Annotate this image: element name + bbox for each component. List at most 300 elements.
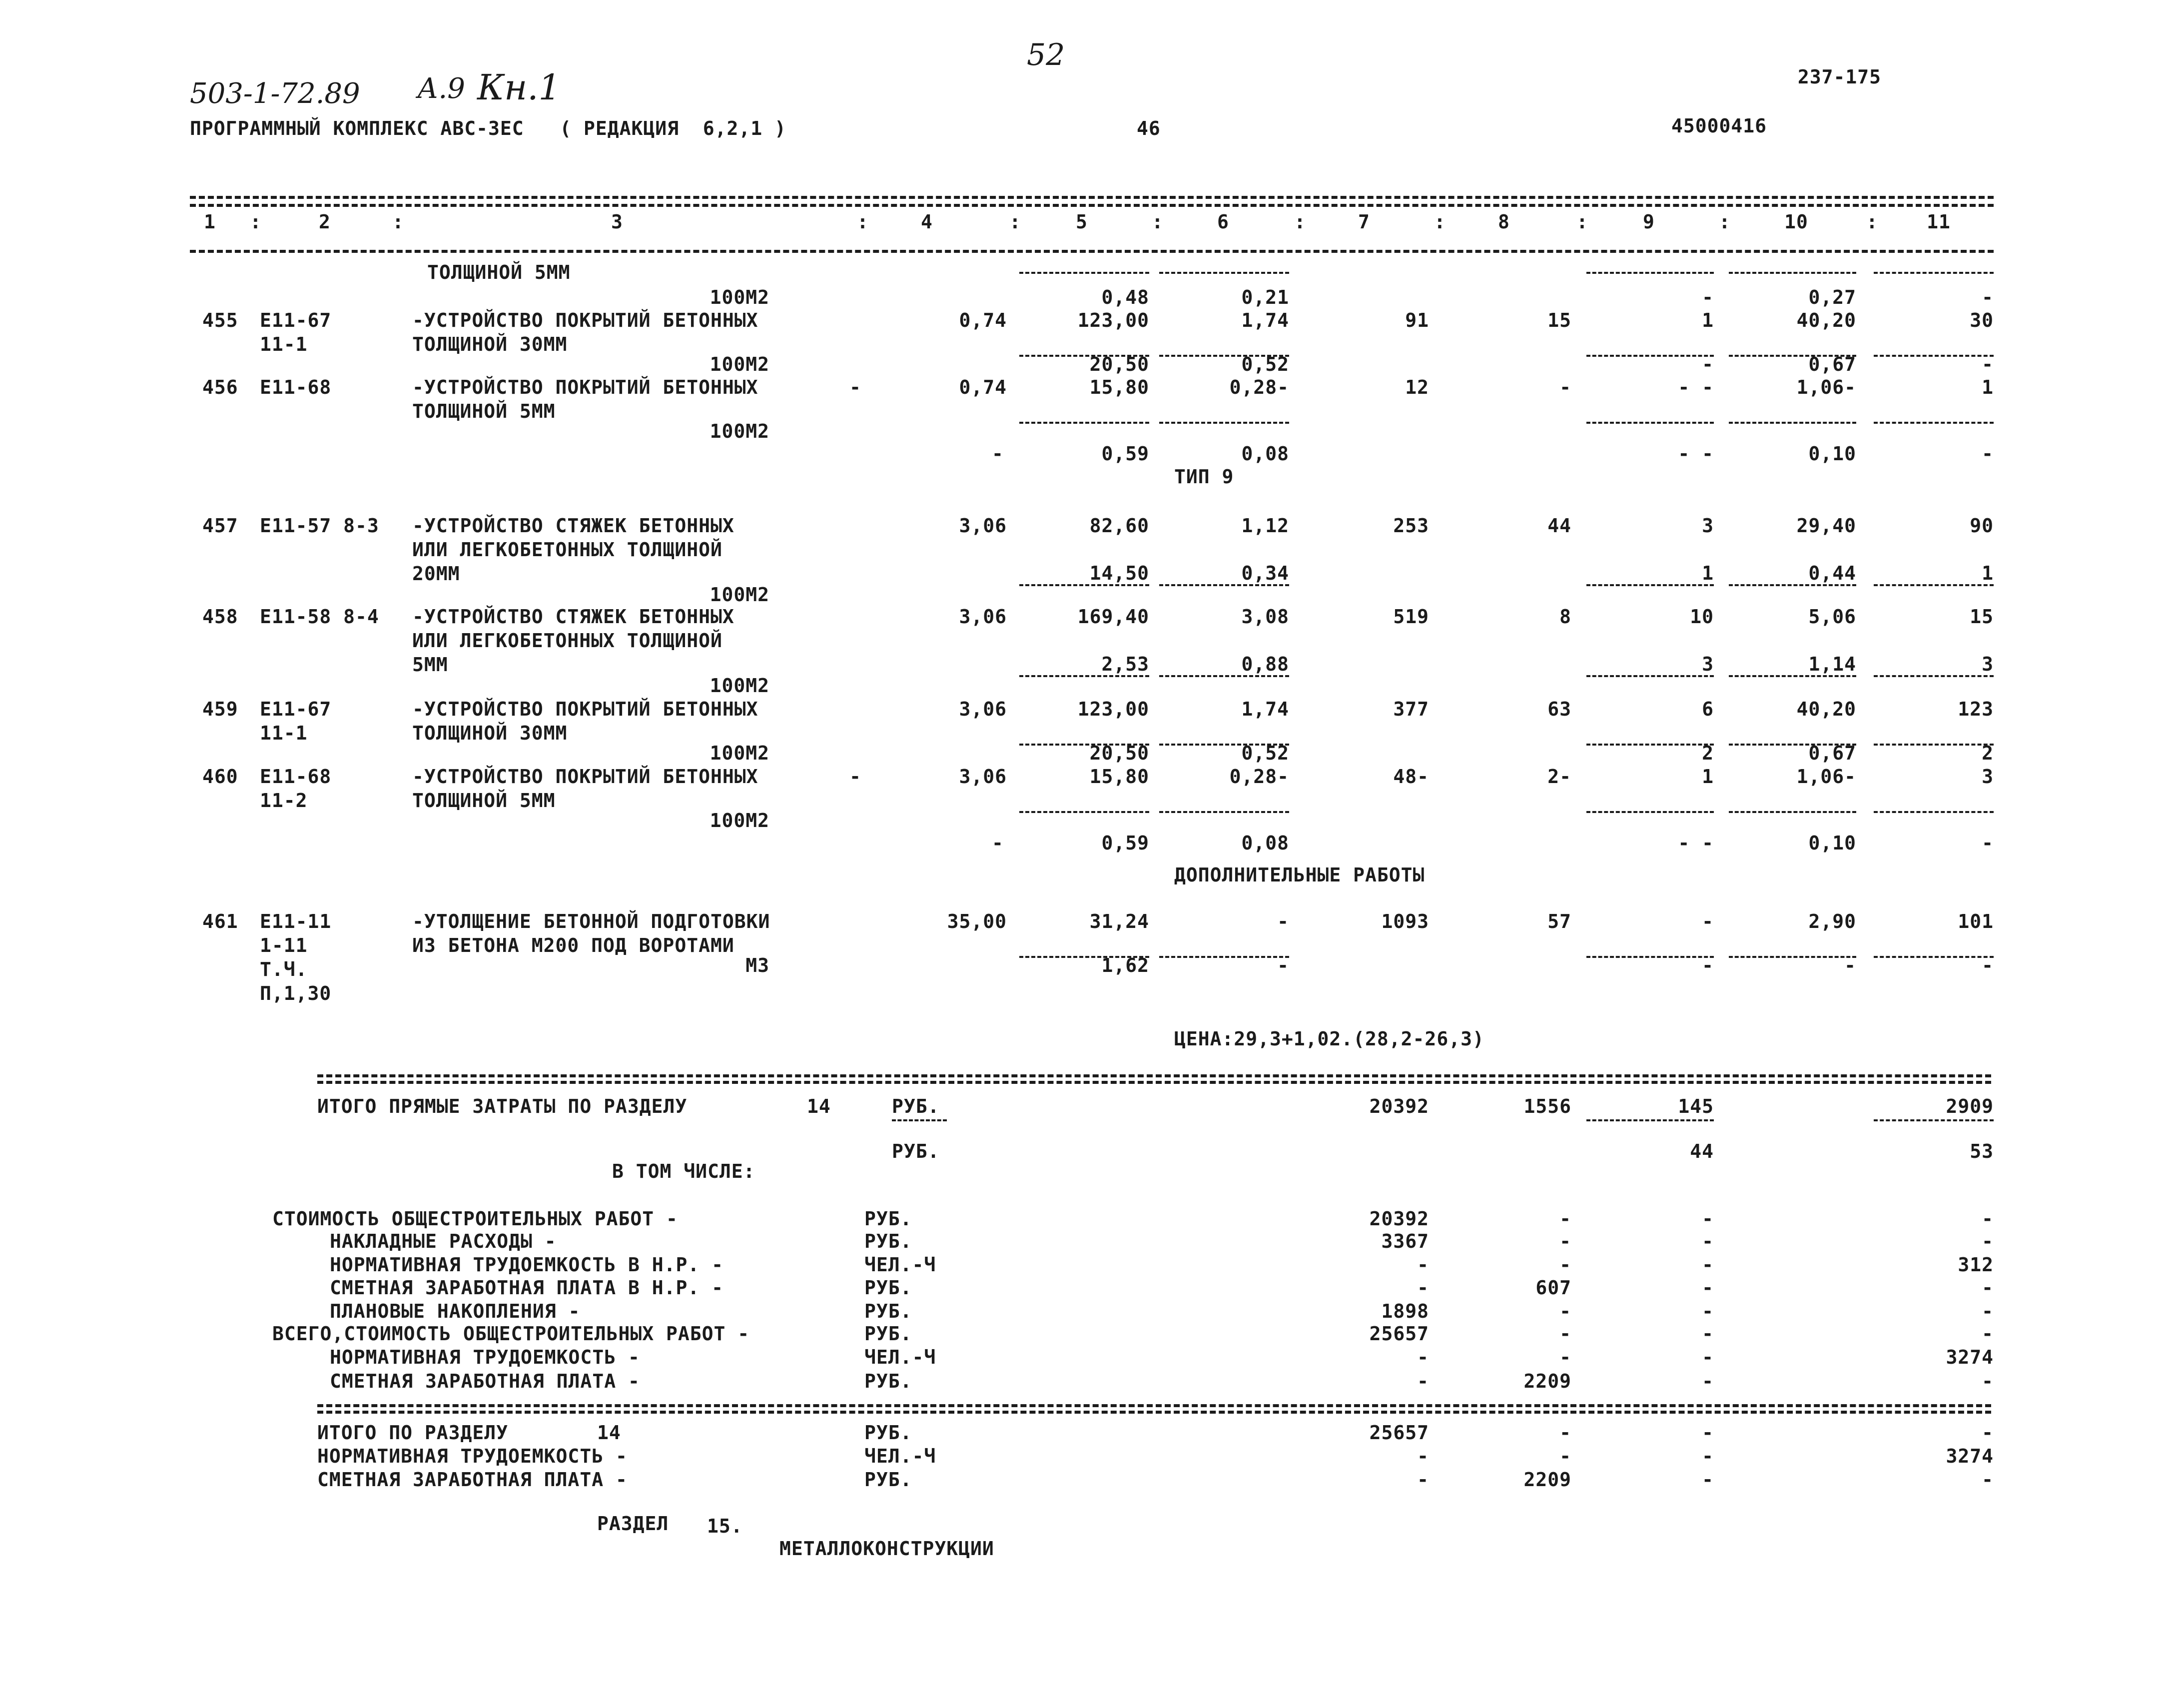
column-header-11: 11: [1927, 211, 1951, 233]
total-c9: -: [1702, 1422, 1714, 1444]
row-c5: 15,80: [1089, 376, 1149, 398]
total-c9: -: [1702, 1445, 1714, 1467]
row-c5: 123,00: [1077, 698, 1149, 720]
total-c9: -: [1702, 1469, 1714, 1491]
summary-line-unit: РУБ.: [864, 1277, 912, 1299]
summary-direct-c7: 20392: [1369, 1095, 1429, 1117]
total-c11: -: [1982, 1422, 1994, 1444]
row-code: 11-1: [260, 333, 308, 355]
row-sub-s11: 2: [1982, 742, 1994, 764]
row-c10: 1,06-: [1796, 376, 1856, 398]
row-underline-c5: [1019, 584, 1149, 586]
row-description: -УТОЛЩЕНИЕ БЕТОННОЙ ПОДГОТОВКИ: [412, 910, 770, 932]
summary-line-c8: -: [1559, 1208, 1571, 1230]
row-description: ТОЛЩИНОЙ 5ММ: [412, 400, 556, 422]
column-separator: :: [857, 211, 869, 233]
row-sub-s10: 0,10: [1808, 832, 1856, 854]
row-code: 11-1: [260, 722, 308, 744]
row-c11: 90: [1970, 515, 1994, 537]
summary-line-c7: -: [1417, 1277, 1429, 1299]
summary-direct-c9: 145: [1678, 1095, 1714, 1117]
summary-line-c11: 312: [1958, 1254, 1994, 1276]
row-c11: 123: [1958, 698, 1994, 720]
row-description: -УСТРОЙСТВО ПОКРЫТИЙ БЕТОННЫХ: [412, 376, 758, 398]
summary-line-label: НОРМАТИВНАЯ ТРУДОЕМКОСТЬ В Н.Р. -: [330, 1254, 724, 1276]
row-underline-c9: [1586, 422, 1714, 424]
row-c8: 44: [1547, 515, 1571, 537]
summary-c9-underline: [1586, 1119, 1714, 1121]
summary-line-c11: -: [1982, 1300, 1994, 1322]
row-description: ТОЛЩИНОЙ 30ММ: [412, 333, 568, 355]
summary-line-unit: РУБ.: [864, 1230, 912, 1252]
row-description: -УСТРОЙСТВО ПОКРЫТИЙ БЕТОННЫХ: [412, 766, 758, 788]
row-code: 1-11: [260, 934, 308, 956]
column-header-9: 9: [1643, 211, 1655, 233]
row-sub-s9: 2: [1702, 742, 1714, 764]
top-underline-c9: [1586, 272, 1714, 274]
row-c10: 40,20: [1796, 698, 1856, 720]
row-c8: 63: [1547, 698, 1571, 720]
row-unit: 100М2: [710, 675, 769, 697]
row-description: ТОЛЩИНОЙ 30ММ: [412, 722, 568, 744]
summary-line-c7: -: [1417, 1370, 1429, 1392]
summary-line-unit: РУБ.: [864, 1323, 912, 1345]
summary-sub-c9: 44: [1690, 1140, 1714, 1162]
top-c10: 0,27: [1808, 286, 1856, 308]
row-sub-s9: - -: [1678, 832, 1714, 854]
summary-line-c8: -: [1559, 1346, 1571, 1368]
row-description: -УСТРОЙСТВО СТЯЖЕК БЕТОННЫХ: [412, 515, 734, 537]
row-sign: -: [849, 376, 861, 398]
row-code: 11-2: [260, 790, 308, 812]
summary-line-c11: -: [1982, 1370, 1994, 1392]
row-c11: 3: [1982, 766, 1994, 788]
total-c8: -: [1559, 1422, 1571, 1444]
total-c11: -: [1982, 1469, 1994, 1491]
row-c5: 31,24: [1089, 910, 1149, 932]
row-sub-s10: 0,67: [1808, 353, 1856, 375]
row-underline-c5: [1019, 811, 1149, 813]
row-unit: 100М2: [710, 810, 769, 832]
heading-type-9: ТИП 9: [1174, 466, 1234, 488]
summary-line-c9: -: [1702, 1208, 1714, 1230]
summary-line-c9: -: [1702, 1277, 1714, 1299]
summary-sub-unit: РУБ.: [892, 1140, 940, 1162]
row-quantity: 35,00: [947, 910, 1007, 932]
summary-top-rule: [317, 1081, 1991, 1084]
summary-line-c9: -: [1702, 1300, 1714, 1322]
top-description: ТОЛЩИНОЙ 5ММ: [427, 261, 571, 283]
row-underline-c10: [1729, 811, 1856, 813]
summary-line-c7: 25657: [1369, 1323, 1429, 1345]
row-underline-c9: [1586, 584, 1714, 586]
summary-line-label: ВСЕГО,СТОИМОСТЬ ОБЩЕСТРОИТЕЛЬНЫХ РАБОТ -: [272, 1323, 750, 1345]
top-c9: -: [1702, 286, 1714, 308]
top-underline-c11: [1874, 272, 1994, 274]
summary-unit-underline: [892, 1119, 947, 1121]
column-header-10: 10: [1784, 211, 1808, 233]
row-c7: 12: [1405, 376, 1429, 398]
row-c11: 1: [1982, 376, 1994, 398]
row-description: ИЛИ ЛЕГКОБЕТОННЫХ ТОЛЩИНОЙ: [412, 630, 723, 652]
row-description: -УСТРОЙСТВО СТЯЖЕК БЕТОННЫХ: [412, 606, 734, 628]
top-underline-c10: [1729, 272, 1856, 274]
summary-line-c11: 3274: [1946, 1346, 1994, 1368]
total-unit: ЧЕЛ.-Ч: [864, 1445, 936, 1467]
row-sub-s6: 0,08: [1241, 832, 1289, 854]
summary-direct-c11: 2909: [1946, 1095, 1994, 1117]
summary-c11-underline: [1874, 1119, 1994, 1121]
row-code: Т.Ч.: [260, 958, 308, 980]
column-separator: :: [392, 211, 404, 233]
row-sub-s10: 0,10: [1808, 443, 1856, 465]
column-header-5: 5: [1076, 211, 1088, 233]
row-sub-s11: 3: [1982, 653, 1994, 675]
row-underline-c9: [1586, 355, 1714, 357]
summary-line-c9: -: [1702, 1323, 1714, 1345]
table-top-rule: [190, 204, 1994, 207]
summary-line-c8: -: [1559, 1300, 1571, 1322]
summary-line-label: СМЕТНАЯ ЗАРАБОТНАЯ ПЛАТА В Н.Р. -: [330, 1277, 724, 1299]
summary-direct-section: 14: [807, 1095, 831, 1117]
top-underline-c5: [1019, 272, 1149, 274]
row-sub-s5: 0,59: [1101, 832, 1149, 854]
row-code: П,1,30: [260, 982, 332, 1004]
summary-line-c7: -: [1417, 1254, 1429, 1276]
row-underline-c11: [1874, 584, 1994, 586]
totals-top-rule: [317, 1411, 1991, 1414]
summary-direct-unit: РУБ.: [892, 1095, 940, 1117]
summary-line-c7: 3367: [1381, 1230, 1429, 1252]
row-underline-c6: [1159, 422, 1289, 424]
row-c5: 123,00: [1077, 309, 1149, 331]
row-sub-s6: -: [1277, 954, 1289, 976]
summary-line-c7: 20392: [1369, 1208, 1429, 1230]
row-c11: 101: [1958, 910, 1994, 932]
row-code: Е11-67: [260, 309, 332, 331]
summary-line-unit: РУБ.: [864, 1208, 912, 1230]
row-c7: 377: [1393, 698, 1429, 720]
row-quantity: 0,74: [959, 376, 1007, 398]
summary-line-label: ПЛАНОВЫЕ НАКОПЛЕНИЯ -: [330, 1300, 581, 1322]
column-separator: :: [250, 211, 262, 233]
row-sub-s10: 0,67: [1808, 742, 1856, 764]
row-code: Е11-58 8-4: [260, 606, 379, 628]
summary-line-label: СТОИМОСТЬ ОБЩЕСТРОИТЕЛЬНЫХ РАБОТ -: [272, 1208, 678, 1230]
summary-line-c9: -: [1702, 1254, 1714, 1276]
row-underline-c6: [1159, 675, 1289, 677]
row-c9: 3: [1702, 515, 1714, 537]
summary-line-c11: -: [1982, 1208, 1994, 1230]
row-underline-c6: [1159, 956, 1289, 958]
summary-line-unit: РУБ.: [864, 1300, 912, 1322]
top-c5: 0,48: [1101, 286, 1149, 308]
total-label: НОРМАТИВНАЯ ТРУДОЕМКОСТЬ -: [317, 1445, 628, 1467]
row-c9: - -: [1678, 376, 1714, 398]
row-underline-c11: [1874, 811, 1994, 813]
row-sub-s6: 0,34: [1241, 562, 1289, 584]
column-header-rule: [190, 250, 1994, 253]
row-number: 456: [202, 376, 238, 398]
row-underline-c11: [1874, 422, 1994, 424]
row-sub-s10: 0,44: [1808, 562, 1856, 584]
row-quantity: 3,06: [959, 606, 1007, 628]
column-separator: :: [1294, 211, 1306, 233]
row-c8: 15: [1547, 309, 1571, 331]
row-sub-s5: 1,62: [1101, 954, 1149, 976]
row-sub-s10: -: [1844, 954, 1856, 976]
column-separator: :: [1434, 211, 1446, 233]
summary-line-c8: -: [1559, 1230, 1571, 1252]
summary-line-c11: -: [1982, 1323, 1994, 1345]
row-number: 461: [202, 910, 238, 932]
row-c5: 82,60: [1089, 515, 1149, 537]
row-c7: 48-: [1393, 766, 1429, 788]
row-unit: М3: [745, 954, 769, 976]
row-sub-s11: -: [1982, 353, 1994, 375]
row-description: -УСТРОЙСТВО ПОКРЫТИЙ БЕТОННЫХ: [412, 698, 758, 720]
row-code: Е11-68: [260, 376, 332, 398]
summary-line-c9: -: [1702, 1230, 1714, 1252]
row-sub-s5: 20,50: [1089, 353, 1149, 375]
summary-line-unit: РУБ.: [864, 1370, 912, 1392]
row-unit-dash: -: [992, 443, 1004, 465]
row-quantity: 3,06: [959, 698, 1007, 720]
row-c10: 40,20: [1796, 309, 1856, 331]
total-c8: 2209: [1523, 1469, 1571, 1491]
total-unit: РУБ.: [864, 1469, 912, 1491]
page-number: 52: [1027, 37, 1065, 72]
row-sub-s11: -: [1982, 443, 1994, 465]
row-unit: 100М2: [710, 353, 769, 375]
row-c8: 2-: [1547, 766, 1571, 788]
row-c11: 30: [1970, 309, 1994, 331]
document-number: 45000416: [1671, 115, 1767, 137]
book-label: Кн.1: [477, 67, 561, 108]
next-section-label: РАЗДЕЛ: [597, 1513, 669, 1535]
row-c8: 57: [1547, 910, 1571, 932]
summary-line-c8: 607: [1535, 1277, 1571, 1299]
top-c11: -: [1982, 286, 1994, 308]
summary-sub-c11: 53: [1970, 1140, 1994, 1162]
row-sub-s9: 1: [1702, 562, 1714, 584]
project-code: 503-1-72.89: [190, 77, 360, 110]
column-separator: :: [1009, 211, 1021, 233]
row-c10: 5,06: [1808, 606, 1856, 628]
heading-price-formula: ЦЕНА:29,3+1,02.(28,2-26,3): [1174, 1028, 1484, 1050]
row-underline-c5: [1019, 675, 1149, 677]
summary-line-c9: -: [1702, 1346, 1714, 1368]
row-underline-c11: [1874, 355, 1994, 357]
summary-direct-label: ИТОГО ПРЯМЫЕ ЗАТРАТЫ ПО РАЗДЕЛУ: [317, 1095, 688, 1117]
row-underline-c10: [1729, 675, 1856, 677]
column-header-2: 2: [319, 211, 331, 233]
summary-line-c11: -: [1982, 1277, 1994, 1299]
summary-line-c8: -: [1559, 1254, 1571, 1276]
row-c6: -: [1277, 910, 1289, 932]
row-c11: 15: [1970, 606, 1994, 628]
row-underline-c10: [1729, 956, 1856, 958]
row-sub-s9: -: [1702, 954, 1714, 976]
summary-line-c7: 1898: [1381, 1300, 1429, 1322]
column-header-7: 7: [1358, 211, 1370, 233]
row-unit-dash: -: [992, 832, 1004, 854]
summary-line-unit: ЧЕЛ.-Ч: [864, 1254, 936, 1276]
total-unit: РУБ.: [864, 1422, 912, 1444]
row-description: -УСТРОЙСТВО ПОКРЫТИЙ БЕТОННЫХ: [412, 309, 758, 331]
row-description: ИЛИ ЛЕГКОБЕТОННЫХ ТОЛЩИНОЙ: [412, 539, 723, 561]
totals-top-rule: [317, 1404, 1991, 1407]
row-underline-c9: [1586, 675, 1714, 677]
row-underline-c6: [1159, 811, 1289, 813]
total-c7: -: [1417, 1445, 1429, 1467]
row-sub-s6: 0,08: [1241, 443, 1289, 465]
row-number: 459: [202, 698, 238, 720]
next-section-number: 15.: [707, 1515, 743, 1537]
stamp-number: 237-175: [1797, 66, 1881, 88]
total-c11: 3274: [1946, 1445, 1994, 1467]
row-code: Е11-67: [260, 698, 332, 720]
row-sub-s5: 2,53: [1101, 653, 1149, 675]
row-sub-s11: -: [1982, 954, 1994, 976]
row-number: 457: [202, 515, 238, 537]
row-sign: -: [849, 766, 861, 788]
column-separator: :: [1152, 211, 1164, 233]
row-c6: 3,08: [1241, 606, 1289, 628]
row-c7: 519: [1393, 606, 1429, 628]
summary-line-c11: -: [1982, 1230, 1994, 1252]
row-c7: 253: [1393, 515, 1429, 537]
total-c8: -: [1559, 1445, 1571, 1467]
summary-line-c7: -: [1417, 1346, 1429, 1368]
row-c10: 1,06-: [1796, 766, 1856, 788]
row-c6: 1,74: [1241, 309, 1289, 331]
row-number: 455: [202, 309, 238, 331]
table-top-rule: [190, 196, 1994, 199]
row-underline-c9: [1586, 811, 1714, 813]
summary-line-c8: -: [1559, 1323, 1571, 1345]
row-sub-s6: 0,52: [1241, 742, 1289, 764]
row-c6: 0,28-: [1229, 766, 1289, 788]
row-number: 458: [202, 606, 238, 628]
row-quantity: 3,06: [959, 766, 1007, 788]
total-label: СМЕТНАЯ ЗАРАБОТНАЯ ПЛАТА -: [317, 1469, 628, 1491]
column-header-6: 6: [1217, 211, 1229, 233]
column-header-1: 1: [204, 211, 216, 233]
row-underline-c10: [1729, 422, 1856, 424]
column-separator: :: [1719, 211, 1731, 233]
row-sub-s10: 1,14: [1808, 653, 1856, 675]
row-c8: 8: [1559, 606, 1571, 628]
summary-line-label: НОРМАТИВНАЯ ТРУДОЕМКОСТЬ -: [330, 1346, 640, 1368]
row-quantity: 0,74: [959, 309, 1007, 331]
row-c5: 169,40: [1077, 606, 1149, 628]
row-c6: 0,28-: [1229, 376, 1289, 398]
summary-line-label: СМЕТНАЯ ЗАРАБОТНАЯ ПЛАТА -: [330, 1370, 640, 1392]
row-underline-c9: [1586, 956, 1714, 958]
column-separator: :: [1866, 211, 1878, 233]
column-header-8: 8: [1498, 211, 1510, 233]
row-sub-s5: 14,50: [1089, 562, 1149, 584]
total-c7: -: [1417, 1469, 1429, 1491]
row-underline-c9: [1586, 744, 1714, 746]
row-description: ИЗ БЕТОНА М200 ПОД ВОРОТАМИ: [412, 934, 734, 956]
row-c7: 91: [1405, 309, 1429, 331]
top-c6: 0,21: [1241, 286, 1289, 308]
row-description: 5ММ: [412, 654, 448, 676]
row-c6: 1,74: [1241, 698, 1289, 720]
album-label: А.9: [417, 72, 465, 105]
summary-top-rule: [317, 1074, 1991, 1077]
row-c10: 2,90: [1808, 910, 1856, 932]
row-sub-s11: 1: [1982, 562, 1994, 584]
summary-including: В ТОМ ЧИСЛЕ:: [612, 1160, 755, 1182]
row-unit: 100М2: [710, 420, 769, 442]
summary-direct-c8: 1556: [1523, 1095, 1571, 1117]
row-c9: -: [1702, 910, 1714, 932]
sheet-number: 46: [1137, 117, 1161, 139]
row-sub-s11: -: [1982, 832, 1994, 854]
summary-line-label: НАКЛАДНЫЕ РАСХОДЫ -: [330, 1230, 557, 1252]
row-sub-s9: - -: [1678, 443, 1714, 465]
top-underline-c6: [1159, 272, 1289, 274]
heading-additional-works: ДОПОЛНИТЕЛЬНЫЕ РАБОТЫ: [1174, 864, 1425, 886]
column-header-3: 3: [611, 211, 623, 233]
row-underline-c11: [1874, 956, 1994, 958]
row-c6: 1,12: [1241, 515, 1289, 537]
row-code: Е11-11: [260, 910, 332, 932]
program-title: ПРОГРАММНЫЙ КОМПЛЕКС АВС-ЗЕС ( РЕДАКЦИЯ 6,2,1 ): [190, 117, 786, 139]
row-c7: 1093: [1381, 910, 1429, 932]
row-underline-c11: [1874, 675, 1994, 677]
row-underline-c11: [1874, 744, 1994, 746]
column-header-4: 4: [921, 211, 933, 233]
row-unit: 100М2: [710, 584, 769, 606]
row-c9: 1: [1702, 766, 1714, 788]
summary-line-c9: -: [1702, 1370, 1714, 1392]
row-unit: 100М2: [710, 742, 769, 764]
total-section: 14: [597, 1422, 621, 1444]
row-underline-c6: [1159, 584, 1289, 586]
total-c7: 25657: [1369, 1422, 1429, 1444]
row-sub-s9: 3: [1702, 653, 1714, 675]
row-number: 460: [202, 766, 238, 788]
next-section-title: МЕТАЛЛОКОНСТРУКЦИИ: [779, 1538, 994, 1560]
column-separator: :: [1576, 211, 1588, 233]
row-description: 20ММ: [412, 563, 460, 585]
row-underline-c5: [1019, 422, 1149, 424]
row-description: ТОЛЩИНОЙ 5ММ: [412, 790, 556, 812]
row-sub-s6: 0,52: [1241, 353, 1289, 375]
total-label: ИТОГО ПО РАЗДЕЛУ: [317, 1422, 509, 1444]
row-underline-c10: [1729, 584, 1856, 586]
row-c5: 15,80: [1089, 766, 1149, 788]
row-sub-s6: 0,88: [1241, 653, 1289, 675]
row-sub-s5: 0,59: [1101, 443, 1149, 465]
row-c8: -: [1559, 376, 1571, 398]
row-sub-s5: 20,50: [1089, 742, 1149, 764]
row-code: Е11-57 8-3: [260, 515, 379, 537]
summary-line-unit: ЧЕЛ.-Ч: [864, 1346, 936, 1368]
top-unit: 100М2: [710, 286, 769, 308]
row-c9: 6: [1702, 698, 1714, 720]
row-quantity: 3,06: [959, 515, 1007, 537]
row-c10: 29,40: [1796, 515, 1856, 537]
summary-line-c8: 2209: [1523, 1370, 1571, 1392]
row-c9: 10: [1690, 606, 1714, 628]
row-sub-s9: -: [1702, 353, 1714, 375]
row-c9: 1: [1702, 309, 1714, 331]
